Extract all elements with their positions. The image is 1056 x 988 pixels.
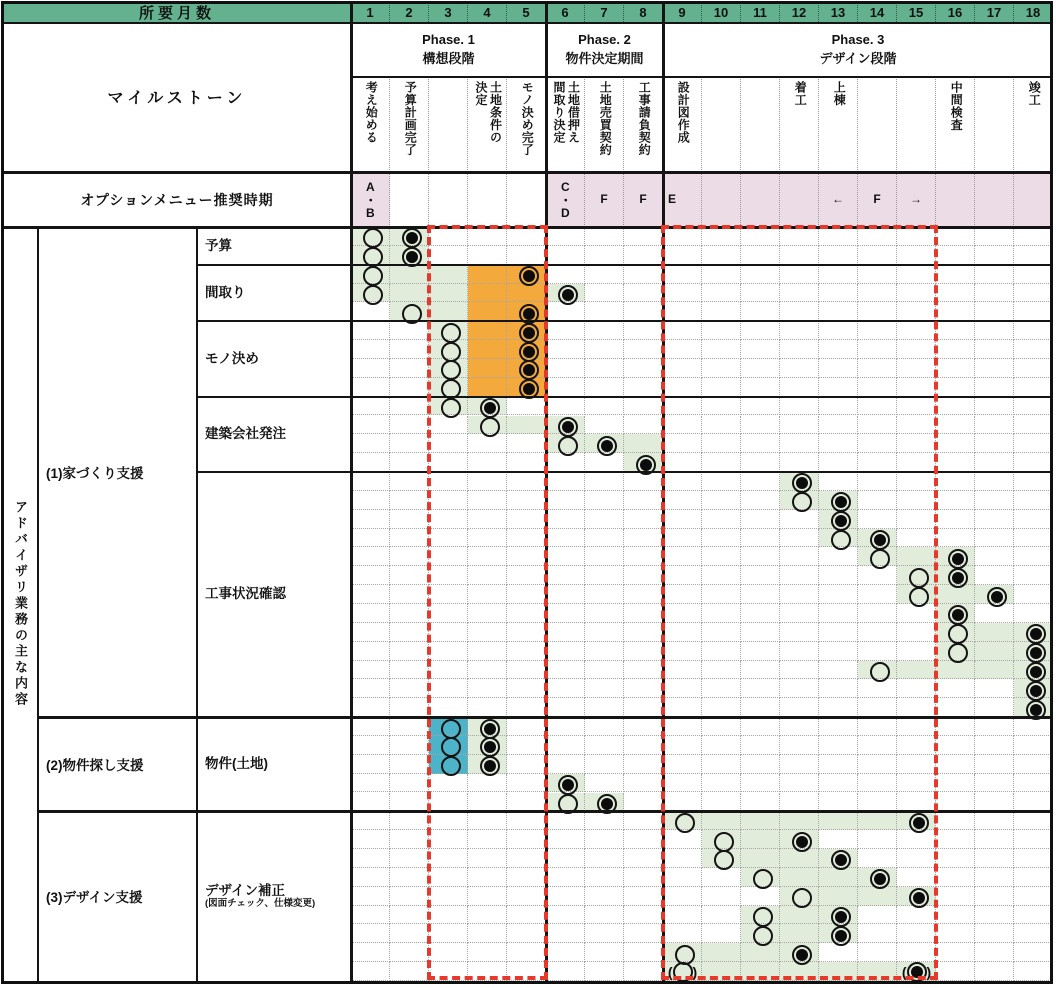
month-cell-13: 13 [819, 3, 858, 22]
phase-subtitle: 物件決定期間 [565, 50, 644, 66]
milestone-text: 決定 [474, 81, 488, 106]
milestone-text: 工事請負契約 [637, 81, 652, 156]
milestone-text: 土地条件の [488, 81, 503, 144]
month-cell-12: 12 [780, 3, 819, 22]
month-cell-18: 18 [1014, 3, 1053, 22]
month-cell-6: 6 [546, 3, 585, 22]
milestone-text: 設計図作成 [676, 81, 691, 144]
milestone-text: 考え始める [364, 81, 379, 144]
option-text: F [873, 192, 881, 207]
month-cell-9: 9 [663, 3, 702, 22]
phase-subtitle: デザイン段階 [819, 50, 897, 66]
month-cell-5: 5 [507, 3, 546, 22]
option-text: F [639, 192, 647, 207]
task-text: 予算 [205, 237, 232, 253]
option-text: A・B [363, 179, 378, 220]
phase-name: Phase. 2 [578, 31, 631, 47]
task-subtext: (図面チェック、仕様変更) [205, 898, 316, 910]
task-text: モノ決め [205, 350, 259, 366]
month-cell-4: 4 [468, 3, 507, 22]
option-text: F [600, 192, 608, 207]
month-cell-16: 16 [936, 3, 975, 22]
month-cell-10: 10 [702, 3, 741, 22]
highlight-rect-phase3-focus [661, 225, 938, 980]
milestone-text: 予算計画完了 [403, 81, 418, 156]
phase-name: Phase. 1 [422, 31, 475, 47]
milestone-text: 土地借押え [566, 81, 581, 144]
phase-name: Phase. 3 [831, 31, 885, 47]
paren-close: ) [692, 963, 698, 980]
group-text: (2)物件探し支援 [46, 758, 144, 774]
month-cell-2: 2 [390, 3, 429, 22]
option-text: ← [832, 192, 844, 207]
milestone-header-cell: マイルストーン [3, 22, 351, 171]
task-text: 間取り [205, 284, 246, 300]
paren-open: ( [667, 963, 673, 980]
paren-close: ) [926, 963, 932, 980]
task-text: デザイン補正 [205, 882, 286, 898]
milestone-text: 竣工 [1027, 81, 1042, 106]
milestone-text: 土地売買契約 [598, 81, 613, 156]
left-axis-label: アドバイザリ業務の主な内容 [3, 227, 38, 981]
highlight-rect-phase1-focus [427, 225, 548, 980]
month-cell-15: 15 [897, 3, 936, 22]
duration-header-cell: 所要月数 [3, 3, 351, 22]
milestone-text: 中間検査 [949, 81, 964, 131]
month-cell-7: 7 [585, 3, 624, 22]
paren-open: ( [901, 963, 907, 980]
milestone-text: 間取り決定 [552, 81, 566, 144]
option-text: C・D [558, 179, 573, 220]
task-text: 工事状況確認 [205, 586, 286, 602]
month-cell-14: 14 [858, 3, 897, 22]
phase-subtitle: 構想段階 [422, 50, 475, 66]
option-text: → [910, 192, 922, 207]
group-text: (1)家づくり支援 [46, 466, 144, 482]
task-text: 物件(土地) [205, 756, 268, 772]
month-cell-1: 1 [351, 3, 390, 22]
month-cell-11: 11 [741, 3, 780, 22]
option-header-cell: オプションメニュー推奨時期 [3, 172, 351, 227]
month-cell-3: 3 [429, 3, 468, 22]
month-cell-8: 8 [624, 3, 663, 22]
milestone-text: モノ決め完了 [520, 81, 535, 156]
month-cell-17: 17 [975, 3, 1014, 22]
milestone-text: 上棟 [832, 81, 847, 106]
milestone-text: 着工 [793, 81, 808, 106]
task-text: 建築会社発注 [205, 426, 286, 442]
group-text: (3)デザイン支援 [46, 890, 143, 906]
option-text: E [668, 192, 677, 207]
